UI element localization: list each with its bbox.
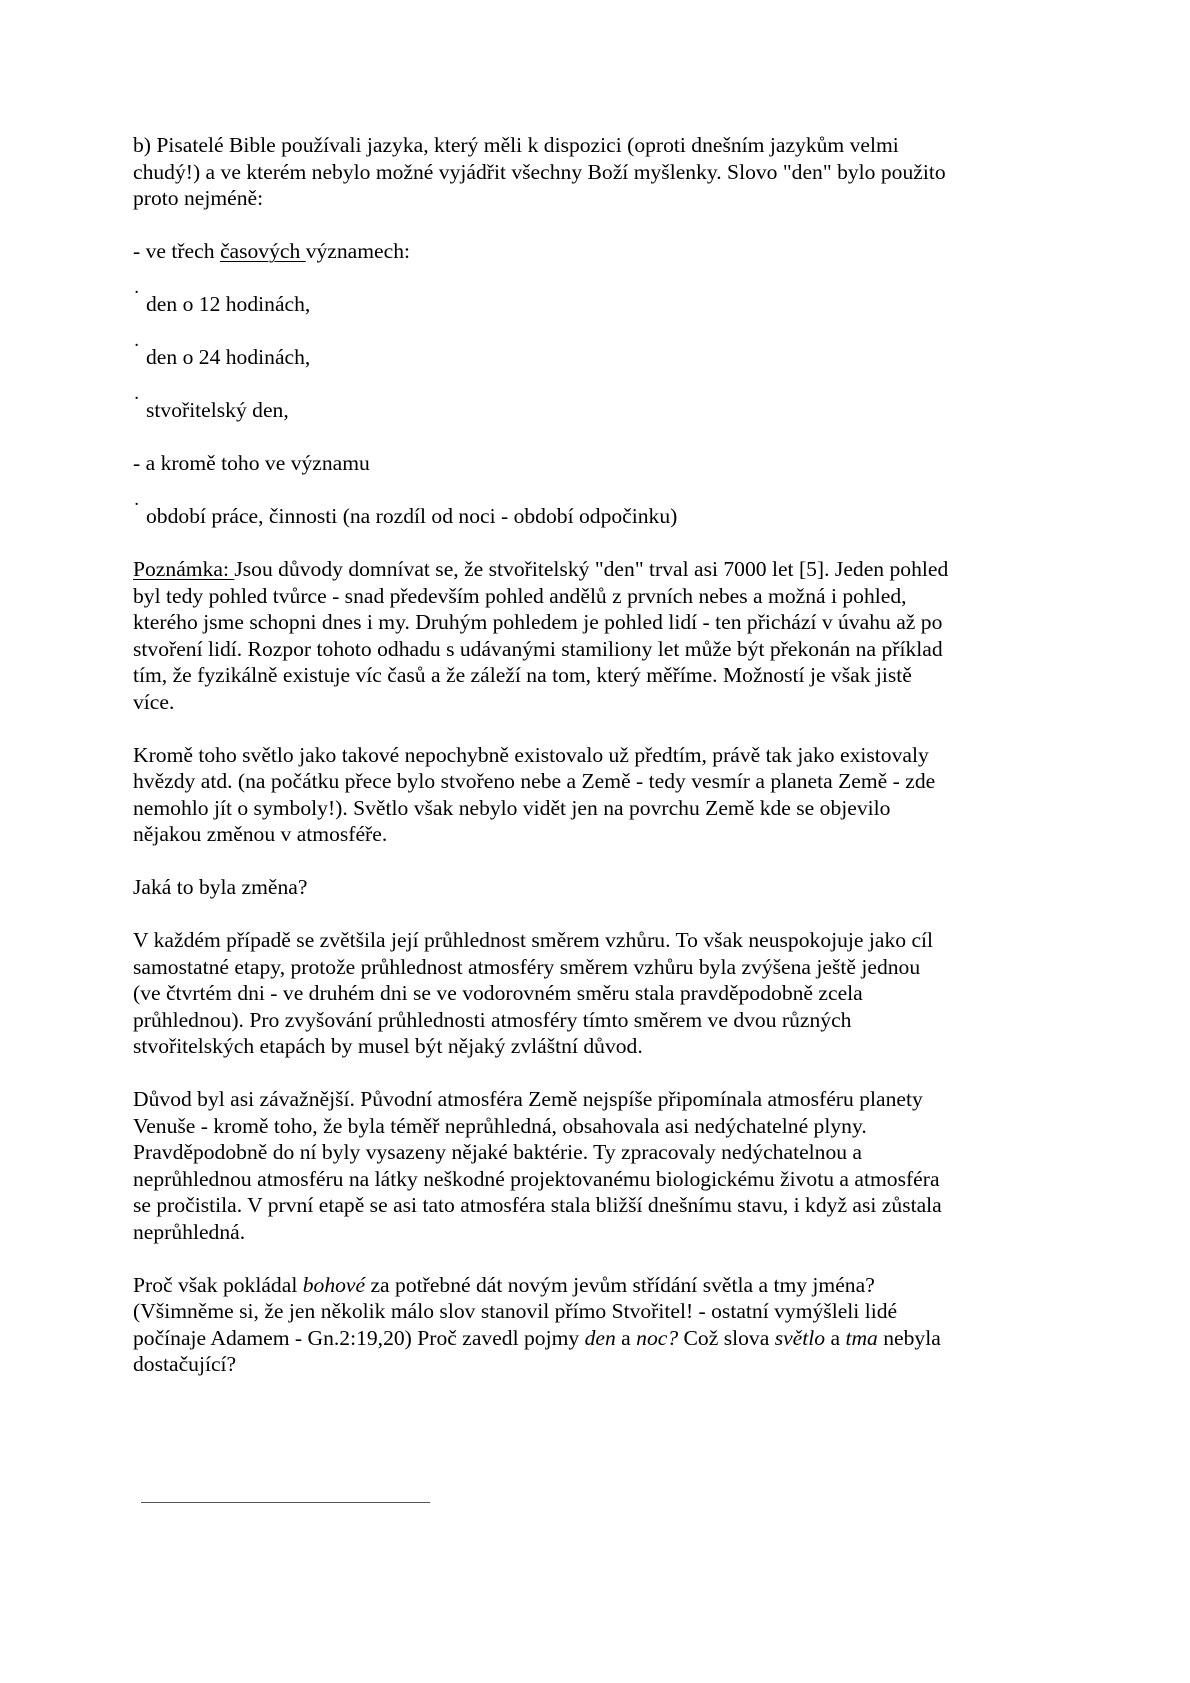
intro-paragraph <box>133 132 1013 212</box>
bullet-dot-icon: ˙ <box>133 498 141 522</box>
besides-heading: - a kromě toho ve významu <box>133 451 370 475</box>
list-item-text: období práce, činnosti (na rozdíl od noci - období odpočinku) <box>146 504 678 528</box>
list-item-text: den o 12 hodinách, <box>146 292 311 316</box>
text-line <box>133 1272 1013 1299</box>
text-line: (ve čtvrtém dni - ve druhém dni se ve vodorovném směru stala pravděpodobně zcela <box>133 981 863 1005</box>
list-item-text: den o 24 hodinách, <box>146 345 311 369</box>
text-line: samostatné etapy, protože průhlednost atmosféry směrem vzhůru byla zvýšena ještě jednou <box>133 954 921 979</box>
document-page <box>133 132 1013 1378</box>
text-run: Což slova <box>678 1325 775 1350</box>
note-paragraph <box>133 556 1013 715</box>
list-item <box>133 286 1013 318</box>
text-line <box>133 1325 1013 1352</box>
text-line: se pročistila. V první etapě se asi tato atmosféra stala bližší dnešnímu stavu, i když asi zůstala <box>133 1193 942 1217</box>
text-line: průhlednou). Pro zvyšování průhlednosti atmosféry tímto směrem ve dvou různých <box>133 1007 852 1032</box>
list-item <box>133 498 1013 530</box>
bullet-dot-icon: ˙ <box>133 392 141 416</box>
underlined-term: časových <box>219 239 306 263</box>
list-item <box>133 392 1013 424</box>
text-line: hvězdy atd. (na počátku přece bylo stvořeno nebe a Země - tedy vesmír a planeta Země - zde <box>133 769 936 793</box>
bullet-dot-icon: ˙ <box>133 286 141 310</box>
text-line: b) Pisatelé Bible používali jazyka, který měli k dispozici (oproti dnešním jazykům velmi <box>133 133 899 157</box>
note-first-line: Jsou důvody domnívat se, že stvořitelský "den" trval asi 7000 let [5]. Jeden pohled <box>234 557 949 581</box>
italic-term: tma <box>845 1325 878 1350</box>
text-run: za potřebné dát novým jevům střídání světla a tmy jména? <box>365 1272 875 1297</box>
question-line: Jaká to byla změna? <box>133 875 308 899</box>
text-line: byl tedy pohled tvůrce - snad především pohled andělů z prvních nebes a možná i pohled, <box>133 583 907 608</box>
text-line: stvoření lidí. Rozpor tohoto odhadu s udávanými stamiliony let může být překonán na příklad <box>133 636 943 661</box>
italic-term: noc? <box>636 1325 679 1350</box>
text-line: stvořitelských etapách by musel být nějaký zvláštní důvod. <box>133 1034 643 1058</box>
text-line: dostačující? <box>133 1352 237 1376</box>
meanings-suffix: významech: <box>305 239 411 263</box>
light-paragraph <box>133 742 1013 848</box>
text-line: Pravděpodobně do ní byly vysazeny nějaké baktérie. Ty zpracovaly nedýchatelnou a <box>133 1140 863 1164</box>
reason-paragraph <box>133 1086 1013 1245</box>
text-run: a <box>615 1325 637 1350</box>
text-line: Venuše - kromě toho, že byla téměř neprůhledná, obsahovala asi nedýchatelné plyny. <box>133 1113 867 1138</box>
text-line: V každém případě se zvětšila její průhlednost směrem vzhůru. To však neuspokojuje jako cíl <box>133 928 934 952</box>
text-line: chudý!) a ve kterém nebylo možné vyjádřit všechny Boží myšlenky. Slovo "den" bylo použito <box>133 159 946 184</box>
list-item-text: stvořitelský den, <box>146 398 289 422</box>
text-line: neprůhledná. <box>133 1219 246 1244</box>
meanings-heading <box>133 238 1013 265</box>
text-line: nějakou změnou v atmosféře. <box>133 822 388 846</box>
text-line: nemohlo jít o symboly!). Světlo však nebylo vidět jen na povrchu Země kde se objevilo <box>133 795 891 820</box>
names-paragraph <box>133 1272 1013 1378</box>
text-line <box>133 556 1013 583</box>
text-run: Proč však pokládal <box>133 1272 303 1297</box>
text-line: Kromě toho světlo jako takové nepochybně existovalo už předtím, právě tak jako existovaly <box>133 742 929 767</box>
meanings-prefix: - ve třech <box>133 239 220 263</box>
transparency-paragraph <box>133 927 1013 1060</box>
text-run: počínaje Adamem - Gn.2:19,20) Proč zavedl pojmy <box>133 1325 585 1350</box>
bullet-dot-icon: ˙ <box>133 339 141 363</box>
footnote-separator <box>141 1502 430 1503</box>
text-line: neprůhlednou atmosféru na látky neškodné projektovanému biologickému životu a atmosféra <box>133 1166 940 1191</box>
text-line: proto nejméně: <box>133 186 264 210</box>
text-run: a <box>825 1325 846 1350</box>
text-line: kterého jsme schopni dnes i my. Druhým pohledem je pohled lidí - ten přichází v úvahu až po <box>133 610 943 634</box>
text-line: Důvod byl asi závažnější. Původní atmosféra Země nejspíše připomínala atmosféru planety <box>133 1087 923 1111</box>
text-line: (Všimněme si, že jen několik málo slov stanovil přímo Stvořitel! - ostatní vymýšleli lidé <box>133 1299 898 1323</box>
note-label: Poznámka: <box>133 557 235 581</box>
italic-term: den <box>584 1325 616 1350</box>
text-line: tím, že fyzikálně existuje víc časů a že záleží na tom, který měříme. Možností je však jistě <box>133 663 912 687</box>
list-item <box>133 339 1013 371</box>
text-line: více. <box>133 689 175 714</box>
text-run: nebyla <box>877 1325 941 1350</box>
italic-term: světlo <box>774 1325 826 1350</box>
italic-term: bohové <box>302 1272 366 1297</box>
